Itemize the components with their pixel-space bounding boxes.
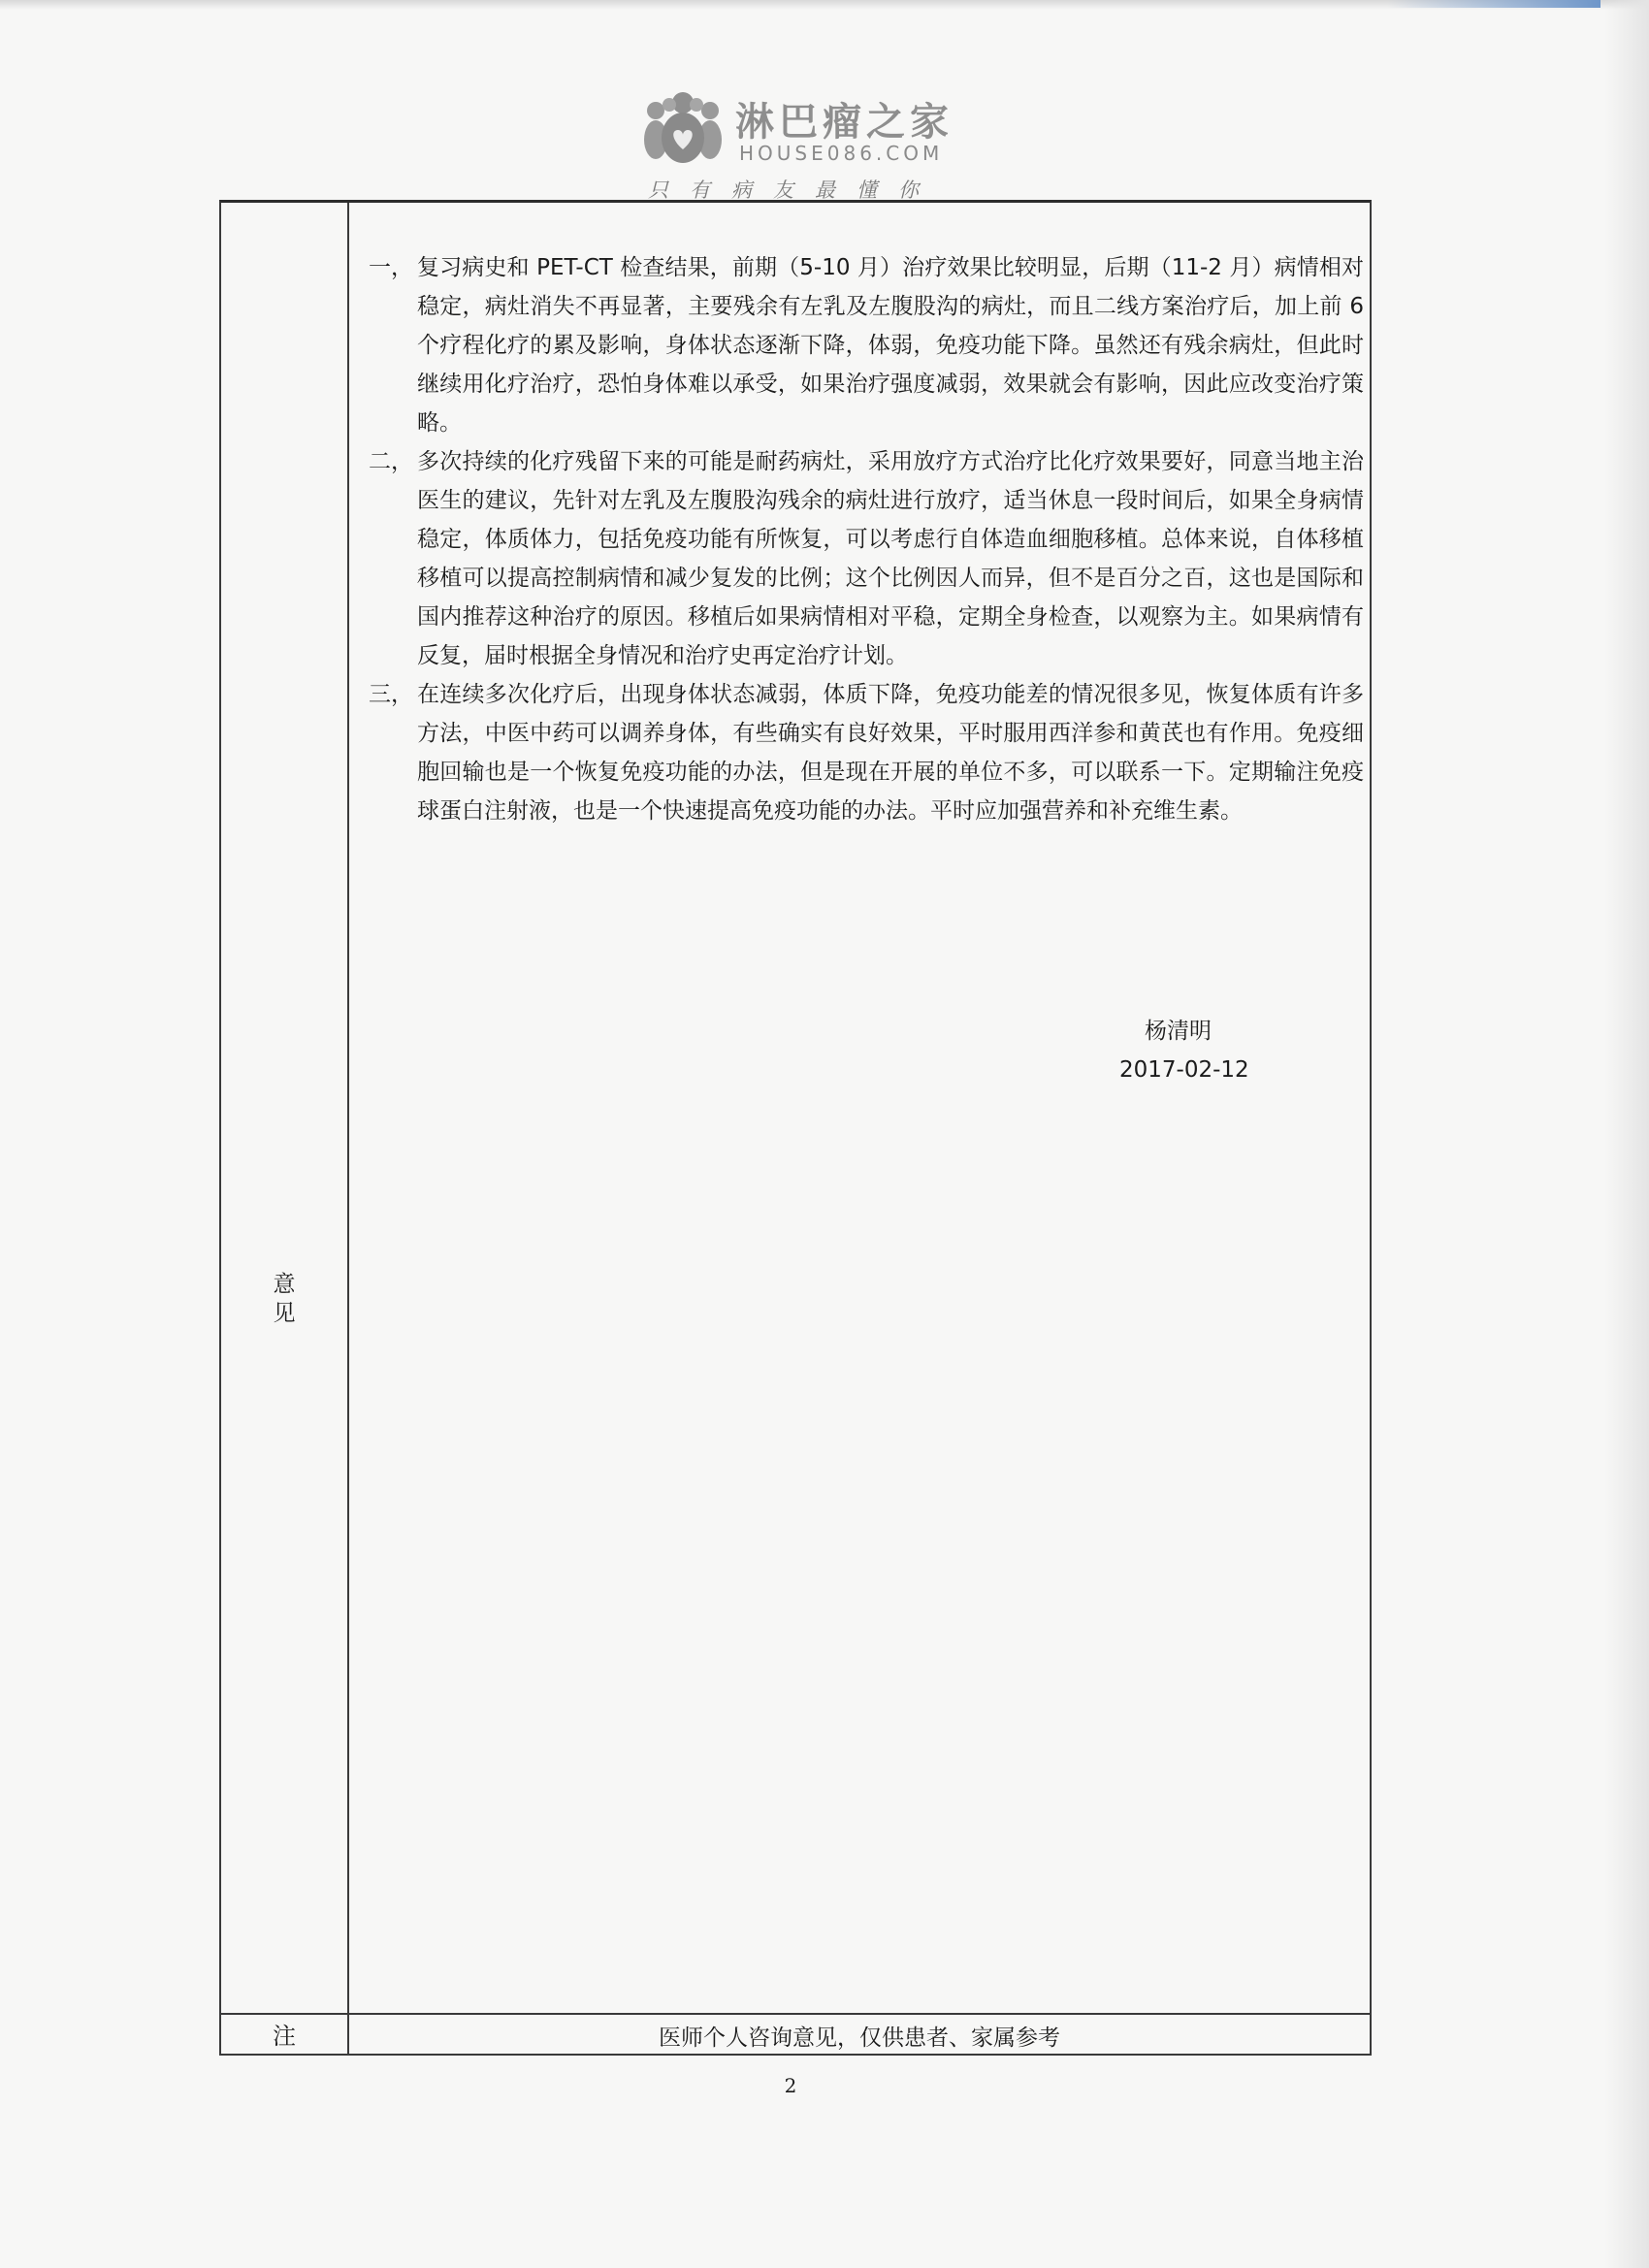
opinion-item <box>365 675 1364 830</box>
opinion-text: 多次持续的化疗残留下来的可能是耐药病灶，采用放疗方式治疗比化疗效果要好，同意当地主治医生的建议，先针对左乳及左腹股沟残余的病灶进行放疗，适当休息一段时间后，如果全身病情稳定，体质体力，包括免疫功能有所恢复，可以考虑行自体造血细胞移植。总体来说，自体移植移植可以提高控制病情和减少复发的比例；这个比例因人而异，但不是百分之百，这也是国际和国内推荐这种治疗的原因。移植后如果病情相对平稳，定期全身检查，以观察为主。如果病情有反复，届时根据全身情况和治疗史再定治疗计划。 <box>417 449 1364 668</box>
doctor-signature: 杨清明 <box>1145 1019 1212 1044</box>
signature-date: 2017-02-12 <box>1119 1057 1249 1083</box>
opinion-text: 在连续多次化疗后，出现身体状态减弱，体质下降，免疫功能差的情况很多见，恢复体质有许多方法，中医中药可以调养身体，有些确实有良好效果，平时服用西洋参和黄芪也有作用。免疫细胞回输也是一个恢复免疫功能的办法，但是现在开展的单位不多，可以联系一下。定期输注免疫球蛋白注射液，也是一个快速提高免疫功能的办法。平时应加强营养和补充维生素。 <box>417 682 1364 824</box>
opinion-text: 复习病史和 PET-CT 检查结果，前期（5-10 月）治疗效果比较明显，后期（11-2 月）病情相对稳定，病灶消失不再显著，主要残余有左乳及左腹股沟的病灶，而且二线方案治疗后，加上前 6 个疗程化疗的累及影响，身体状态逐渐下降，体弱，免疫功能下降。虽然还有残余病灶，但此时继续用化疗治疗，恐怕身体难以承受，如果治疗强度减弱，效果就会有影响，因此应改变治疗策略。 <box>417 255 1364 436</box>
scan-blue-mark <box>1387 0 1600 8</box>
row-divider <box>221 2013 1370 2015</box>
opinion-list <box>365 248 1364 830</box>
opinion-label <box>221 1270 347 1328</box>
site-logo <box>642 85 982 204</box>
opinion-number: 二， <box>369 449 413 474</box>
opinion-item <box>365 442 1364 675</box>
opinion-label-char: 意 <box>273 1272 296 1297</box>
site-url: HOUSE086.COM <box>739 142 944 165</box>
page-number: 2 <box>784 2074 797 2097</box>
site-slogan: 只有病友最懂你 <box>648 178 940 202</box>
opinion-label-char: 见 <box>273 1301 296 1326</box>
site-name: 淋巴瘤之家 <box>735 100 954 145</box>
people-heart-icon <box>642 89 724 169</box>
note-text: 医师个人咨询意见，仅供患者、家属参考 <box>659 2025 1060 2051</box>
note-label: 注 <box>273 2023 296 2050</box>
scan-edge-right <box>1604 0 1649 2268</box>
column-divider <box>347 203 349 2054</box>
opinion-number: 三， <box>369 682 413 707</box>
opinion-number: 一， <box>369 255 413 280</box>
opinion-item <box>365 248 1364 442</box>
